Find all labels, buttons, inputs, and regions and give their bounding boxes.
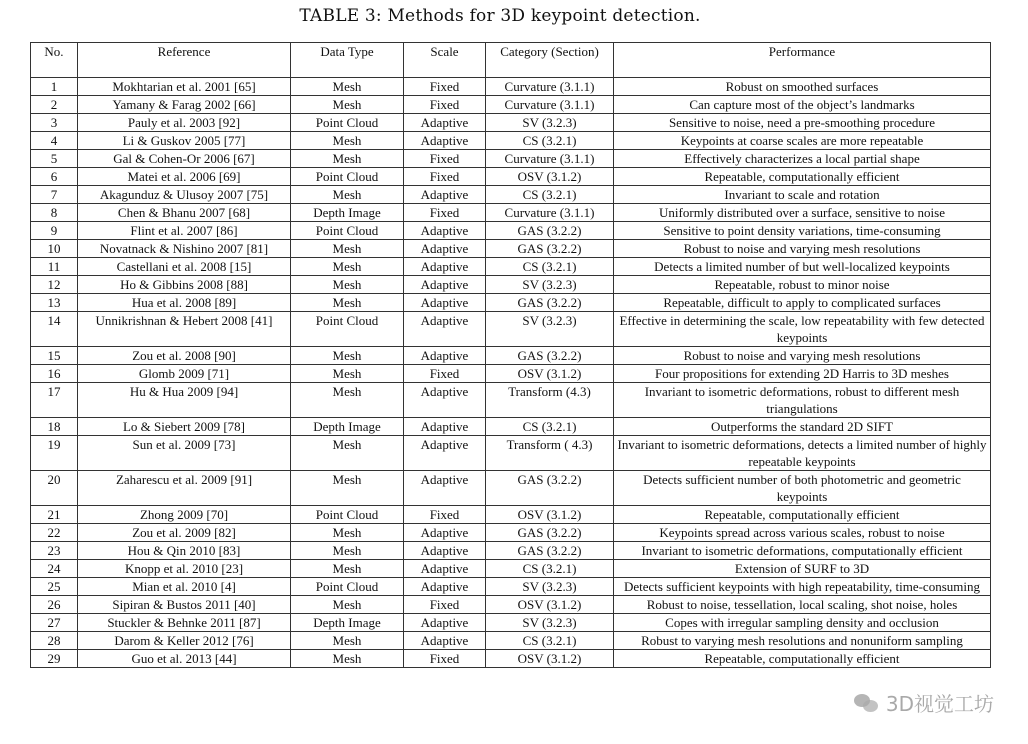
cell-no: 17	[31, 383, 78, 418]
cell-no: 22	[31, 524, 78, 542]
cell-data-type: Point Cloud	[291, 168, 404, 186]
cell-category: Transform (4.3)	[486, 383, 614, 418]
cell-scale: Adaptive	[404, 258, 486, 276]
cell-reference: Zou et al. 2008 [90]	[78, 347, 291, 365]
cell-category: OSV (3.1.2)	[486, 365, 614, 383]
cell-performance: Keypoints at coarse scales are more repeatable	[614, 132, 991, 150]
header-no: No.	[31, 43, 78, 78]
cell-performance: Robust on smoothed surfaces	[614, 78, 991, 96]
cell-scale: Fixed	[404, 96, 486, 114]
cell-reference: Mian et al. 2010 [4]	[78, 578, 291, 596]
cell-scale: Fixed	[404, 365, 486, 383]
cell-data-type: Mesh	[291, 365, 404, 383]
cell-data-type: Mesh	[291, 78, 404, 96]
cell-category: SV (3.2.3)	[486, 312, 614, 347]
table-caption: TABLE 3: Methods for 3D keypoint detection.	[299, 6, 701, 26]
cell-scale: Fixed	[404, 596, 486, 614]
cell-no: 29	[31, 650, 78, 668]
cell-scale: Adaptive	[404, 132, 486, 150]
cell-scale: Adaptive	[404, 347, 486, 365]
cell-performance: Invariant to scale and rotation	[614, 186, 991, 204]
cell-category: Curvature (3.1.1)	[486, 78, 614, 96]
cell-category: OSV (3.1.2)	[486, 650, 614, 668]
cell-scale: Adaptive	[404, 578, 486, 596]
cell-no: 25	[31, 578, 78, 596]
cell-reference: Yamany & Farag 2002 [66]	[78, 96, 291, 114]
cell-scale: Adaptive	[404, 560, 486, 578]
cell-reference: Akagunduz & Ulusoy 2007 [75]	[78, 186, 291, 204]
cell-category: OSV (3.1.2)	[486, 506, 614, 524]
cell-scale: Adaptive	[404, 186, 486, 204]
cell-no: 1	[31, 78, 78, 96]
cell-no: 15	[31, 347, 78, 365]
table-row	[31, 418, 991, 436]
cell-data-type: Point Cloud	[291, 222, 404, 240]
cell-category: CS (3.2.1)	[486, 418, 614, 436]
cell-performance: Outperforms the standard 2D SIFT	[614, 418, 991, 436]
table-row	[31, 524, 991, 542]
cell-reference: Glomb 2009 [71]	[78, 365, 291, 383]
watermark-text: 3D视觉工坊	[885, 692, 994, 716]
header-scale: Scale	[404, 43, 486, 78]
cell-reference: Sipiran & Bustos 2011 [40]	[78, 596, 291, 614]
cell-no: 19	[31, 436, 78, 471]
table-row	[31, 506, 991, 524]
cell-no: 26	[31, 596, 78, 614]
cell-performance: Repeatable, computationally efficient	[614, 168, 991, 186]
cell-data-type: Mesh	[291, 650, 404, 668]
table-body	[31, 78, 991, 668]
table-row	[31, 204, 991, 222]
cell-category: CS (3.2.1)	[486, 132, 614, 150]
cell-data-type: Point Cloud	[291, 312, 404, 347]
cell-data-type: Mesh	[291, 186, 404, 204]
cell-performance: Sensitive to noise, need a pre-smoothing procedure	[614, 114, 991, 132]
cell-scale: Fixed	[404, 150, 486, 168]
cell-performance: Repeatable, robust to minor noise	[614, 276, 991, 294]
cell-scale: Adaptive	[404, 614, 486, 632]
cell-scale: Adaptive	[404, 222, 486, 240]
cell-reference: Flint et al. 2007 [86]	[78, 222, 291, 240]
cell-performance: Detects sufficient number of both photometric and geometric keypoints	[614, 471, 991, 506]
cell-data-type: Mesh	[291, 542, 404, 560]
cell-no: 4	[31, 132, 78, 150]
table-row	[31, 312, 991, 347]
cell-reference: Guo et al. 2013 [44]	[78, 650, 291, 668]
table-row	[31, 78, 991, 96]
cell-reference: Unnikrishnan & Hebert 2008 [41]	[78, 312, 291, 347]
cell-performance: Extension of SURF to 3D	[614, 560, 991, 578]
cell-scale: Fixed	[404, 506, 486, 524]
cell-category: OSV (3.1.2)	[486, 596, 614, 614]
cell-performance: Effectively characterizes a local partial shape	[614, 150, 991, 168]
cell-category: SV (3.2.3)	[486, 614, 614, 632]
cell-scale: Adaptive	[404, 276, 486, 294]
cell-category: GAS (3.2.2)	[486, 471, 614, 506]
keypoint-methods-table	[30, 42, 991, 668]
cell-reference: Castellani et al. 2008 [15]	[78, 258, 291, 276]
cell-data-type: Depth Image	[291, 614, 404, 632]
cell-category: Curvature (3.1.1)	[486, 204, 614, 222]
cell-performance: Repeatable, computationally efficient	[614, 650, 991, 668]
cell-performance: Robust to varying mesh resolutions and nonuniform sampling	[614, 632, 991, 650]
cell-performance: Robust to noise and varying mesh resolutions	[614, 347, 991, 365]
cell-scale: Adaptive	[404, 471, 486, 506]
cell-no: 12	[31, 276, 78, 294]
cell-reference: Ho & Gibbins 2008 [88]	[78, 276, 291, 294]
cell-category: OSV (3.1.2)	[486, 168, 614, 186]
cell-data-type: Point Cloud	[291, 578, 404, 596]
cell-data-type: Mesh	[291, 347, 404, 365]
cell-data-type: Depth Image	[291, 204, 404, 222]
cell-no: 21	[31, 506, 78, 524]
cell-performance: Effective in determining the scale, low repeatability with few detected keypoints	[614, 312, 991, 347]
cell-category: GAS (3.2.2)	[486, 524, 614, 542]
cell-scale: Adaptive	[404, 312, 486, 347]
cell-reference: Zou et al. 2009 [82]	[78, 524, 291, 542]
cell-reference: Hu & Hua 2009 [94]	[78, 383, 291, 418]
table-row	[31, 258, 991, 276]
cell-data-type: Point Cloud	[291, 506, 404, 524]
cell-category: CS (3.2.1)	[486, 560, 614, 578]
cell-scale: Adaptive	[404, 383, 486, 418]
table-row	[31, 114, 991, 132]
table-row	[31, 150, 991, 168]
cell-no: 24	[31, 560, 78, 578]
table-row	[31, 471, 991, 506]
cell-data-type: Mesh	[291, 632, 404, 650]
wechat-logo-icon	[854, 692, 880, 714]
cell-performance: Detects sufficient keypoints with high repeatability, time-consuming	[614, 578, 991, 596]
cell-scale: Adaptive	[404, 114, 486, 132]
header-performance: Performance	[614, 43, 991, 78]
cell-performance: Repeatable, difficult to apply to complicated surfaces	[614, 294, 991, 312]
cell-category: Transform ( 4.3)	[486, 436, 614, 471]
cell-category: GAS (3.2.2)	[486, 347, 614, 365]
cell-performance: Invariant to isometric deformations, detects a limited number of highly repeatable keypoints	[614, 436, 991, 471]
cell-reference: Gal & Cohen-Or 2006 [67]	[78, 150, 291, 168]
table-row	[31, 132, 991, 150]
cell-data-type: Point Cloud	[291, 114, 404, 132]
cell-performance: Robust to noise, tessellation, local scaling, shot noise, holes	[614, 596, 991, 614]
cell-data-type: Mesh	[291, 132, 404, 150]
table-row	[31, 596, 991, 614]
cell-scale: Adaptive	[404, 436, 486, 471]
cell-category: Curvature (3.1.1)	[486, 96, 614, 114]
cell-performance: Detects a limited number of but well-localized keypoints	[614, 258, 991, 276]
cell-scale: Fixed	[404, 168, 486, 186]
cell-scale: Adaptive	[404, 524, 486, 542]
cell-data-type: Mesh	[291, 276, 404, 294]
table-row	[31, 542, 991, 560]
table-row	[31, 168, 991, 186]
cell-no: 9	[31, 222, 78, 240]
cell-reference: Lo & Siebert 2009 [78]	[78, 418, 291, 436]
cell-scale: Fixed	[404, 650, 486, 668]
cell-no: 18	[31, 418, 78, 436]
table-container	[30, 42, 990, 668]
cell-category: GAS (3.2.2)	[486, 240, 614, 258]
cell-reference: Zaharescu et al. 2009 [91]	[78, 471, 291, 506]
cell-scale: Adaptive	[404, 240, 486, 258]
cell-data-type: Mesh	[291, 383, 404, 418]
table-row	[31, 347, 991, 365]
table-row	[31, 578, 991, 596]
cell-performance: Copes with irregular sampling density and occlusion	[614, 614, 991, 632]
cell-data-type: Mesh	[291, 471, 404, 506]
table-row	[31, 383, 991, 418]
cell-category: SV (3.2.3)	[486, 578, 614, 596]
cell-performance: Keypoints spread across various scales, robust to noise	[614, 524, 991, 542]
cell-data-type: Mesh	[291, 258, 404, 276]
cell-category: SV (3.2.3)	[486, 114, 614, 132]
header-category: Category (Section)	[486, 43, 614, 78]
watermark	[854, 688, 994, 717]
cell-category: GAS (3.2.2)	[486, 222, 614, 240]
cell-performance: Robust to noise and varying mesh resolutions	[614, 240, 991, 258]
cell-category: CS (3.2.1)	[486, 632, 614, 650]
cell-reference: Li & Guskov 2005 [77]	[78, 132, 291, 150]
table-row	[31, 240, 991, 258]
cell-data-type: Mesh	[291, 150, 404, 168]
cell-reference: Hou & Qin 2010 [83]	[78, 542, 291, 560]
cell-performance: Invariant to isometric deformations, computationally efficient	[614, 542, 991, 560]
cell-category: GAS (3.2.2)	[486, 542, 614, 560]
cell-performance: Repeatable, computationally efficient	[614, 506, 991, 524]
cell-category: SV (3.2.3)	[486, 276, 614, 294]
cell-scale: Adaptive	[404, 632, 486, 650]
cell-performance: Four propositions for extending 2D Harris to 3D meshes	[614, 365, 991, 383]
cell-data-type: Mesh	[291, 294, 404, 312]
cell-reference: Chen & Bhanu 2007 [68]	[78, 204, 291, 222]
cell-reference: Sun et al. 2009 [73]	[78, 436, 291, 471]
table-row	[31, 365, 991, 383]
cell-no: 11	[31, 258, 78, 276]
cell-reference: Hua et al. 2008 [89]	[78, 294, 291, 312]
table-row	[31, 614, 991, 632]
cell-no: 28	[31, 632, 78, 650]
cell-no: 2	[31, 96, 78, 114]
cell-data-type: Mesh	[291, 524, 404, 542]
cell-reference: Mokhtarian et al. 2001 [65]	[78, 78, 291, 96]
cell-data-type: Mesh	[291, 560, 404, 578]
cell-no: 14	[31, 312, 78, 347]
cell-scale: Adaptive	[404, 294, 486, 312]
cell-no: 6	[31, 168, 78, 186]
cell-reference: Knopp et al. 2010 [23]	[78, 560, 291, 578]
table-row	[31, 186, 991, 204]
table-row	[31, 96, 991, 114]
table-row	[31, 294, 991, 312]
cell-no: 23	[31, 542, 78, 560]
cell-scale: Adaptive	[404, 542, 486, 560]
cell-no: 7	[31, 186, 78, 204]
header-reference: Reference	[78, 43, 291, 78]
cell-data-type: Depth Image	[291, 418, 404, 436]
cell-no: 13	[31, 294, 78, 312]
cell-data-type: Mesh	[291, 96, 404, 114]
cell-category: Curvature (3.1.1)	[486, 150, 614, 168]
table-row	[31, 436, 991, 471]
cell-reference: Novatnack & Nishino 2007 [81]	[78, 240, 291, 258]
cell-performance: Can capture most of the object’s landmarks	[614, 96, 991, 114]
table-row	[31, 276, 991, 294]
cell-scale: Fixed	[404, 78, 486, 96]
cell-reference: Stuckler & Behnke 2011 [87]	[78, 614, 291, 632]
cell-reference: Pauly et al. 2003 [92]	[78, 114, 291, 132]
cell-reference: Matei et al. 2006 [69]	[78, 168, 291, 186]
table-row	[31, 222, 991, 240]
cell-no: 3	[31, 114, 78, 132]
cell-performance: Sensitive to point density variations, time-consuming	[614, 222, 991, 240]
cell-no: 8	[31, 204, 78, 222]
cell-no: 20	[31, 471, 78, 506]
cell-category: CS (3.2.1)	[486, 186, 614, 204]
cell-scale: Fixed	[404, 204, 486, 222]
cell-reference: Zhong 2009 [70]	[78, 506, 291, 524]
cell-data-type: Mesh	[291, 436, 404, 471]
cell-category: CS (3.2.1)	[486, 258, 614, 276]
cell-data-type: Mesh	[291, 596, 404, 614]
cell-scale: Adaptive	[404, 418, 486, 436]
cell-no: 10	[31, 240, 78, 258]
header-data-type: Data Type	[291, 43, 404, 78]
table-row	[31, 560, 991, 578]
cell-performance: Uniformly distributed over a surface, sensitive to noise	[614, 204, 991, 222]
cell-data-type: Mesh	[291, 240, 404, 258]
cell-category: GAS (3.2.2)	[486, 294, 614, 312]
cell-performance: Invariant to isometric deformations, robust to different mesh triangulations	[614, 383, 991, 418]
cell-no: 16	[31, 365, 78, 383]
header-row	[31, 43, 991, 78]
cell-reference: Darom & Keller 2012 [76]	[78, 632, 291, 650]
table-row	[31, 632, 991, 650]
cell-no: 5	[31, 150, 78, 168]
cell-no: 27	[31, 614, 78, 632]
table-row	[31, 650, 991, 668]
